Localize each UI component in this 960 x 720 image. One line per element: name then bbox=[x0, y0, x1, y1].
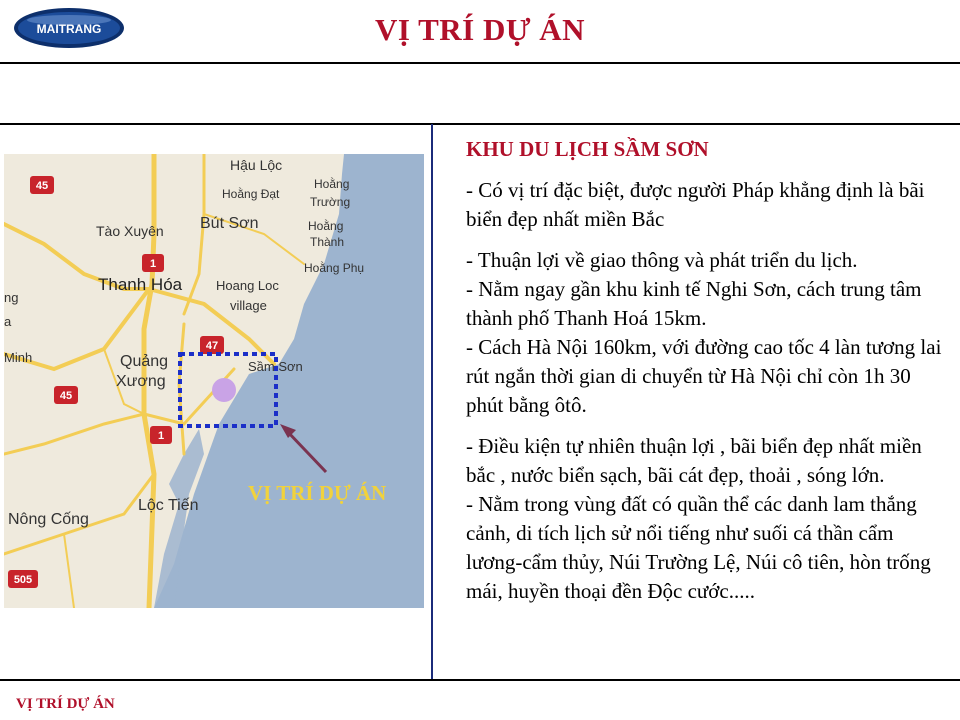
place-label: Tào Xuyên bbox=[96, 223, 164, 239]
content-paragraph: - Điều kiện tự nhiên thuận lợi , bãi biển đẹp nhất miền bắc , nước biển sạch, bãi cát đẹp, thoải , sóng lớn. bbox=[466, 434, 922, 487]
road-shield: 45 bbox=[35, 180, 49, 192]
footer-label: VỊ TRÍ DỰ ÁN bbox=[16, 696, 115, 712]
place-label: Nông Cống bbox=[8, 511, 89, 528]
place-label: Hoằng bbox=[308, 219, 344, 233]
project-marker bbox=[212, 378, 236, 402]
content-panel bbox=[466, 136, 946, 606]
place-label: village bbox=[230, 298, 267, 313]
road-shield: 1 bbox=[157, 430, 165, 442]
footer-divider bbox=[0, 679, 960, 681]
map-marker-label: VỊ TRÍ DỰ ÁN bbox=[248, 481, 387, 505]
place-label: Quảng bbox=[120, 353, 169, 370]
place-label: Hoang Loc bbox=[216, 278, 279, 293]
place-label: Minh bbox=[4, 350, 33, 365]
logo-text: MAITRANG bbox=[36, 22, 102, 36]
header-divider bbox=[0, 62, 960, 64]
content-paragraph: - Thuận lợi về giao thông và phát triển du lịch. bbox=[466, 248, 858, 272]
content-paragraph: - Cách Hà Nội 160km, với đường cao tốc 4 làn tương lai rút ngắn thời gian di chuyển từ Hà Nội chỉ còn 1h 30 phút bằng ôtô. bbox=[466, 335, 942, 417]
place-label: Hoằng Đạt bbox=[222, 187, 280, 201]
place-label: Bút Sơn bbox=[200, 215, 259, 232]
place-label: Thành bbox=[310, 235, 345, 249]
place-label: Hoằng bbox=[314, 177, 350, 191]
section-heading: KHU DU LỊCH SẦM SƠN bbox=[466, 137, 709, 161]
content-paragraph: - Nằm trong vùng đất có quần thể các danh lam thắng cảnh, di tích lịch sử nổi tiếng như suối cá thần cẩm lương-cẩm thủy, Núi Trường Lệ, Núi cô tiên, hòn trống mái, huyền thoại đền Độc cước..... bbox=[466, 492, 931, 603]
column-divider bbox=[431, 124, 433, 680]
road-shield: 505 bbox=[13, 574, 33, 586]
place-label: Xương bbox=[116, 373, 166, 390]
place-label: Hậu Lộc bbox=[230, 157, 283, 173]
road-shield: 1 bbox=[149, 258, 157, 270]
place-label: Trường bbox=[310, 195, 351, 209]
place-label: Sầm Sơn bbox=[248, 359, 303, 374]
content-paragraph: - Có vị trí đặc biệt, được người Pháp khẳng định là bãi biển đẹp nhất miền Bắc bbox=[466, 178, 925, 231]
place-label: a bbox=[4, 314, 12, 329]
road-shield: 45 bbox=[59, 390, 73, 402]
content-paragraph: - Nằm ngay gần khu kinh tế Nghi Sơn, cách trung tâm thành phố Thanh Hoá 15km. bbox=[466, 277, 922, 330]
place-label: Thanh Hóa bbox=[98, 275, 183, 294]
road-shield: 47 bbox=[205, 340, 219, 352]
place-label: ng bbox=[4, 290, 19, 305]
place-label: Lộc Tiến bbox=[138, 497, 199, 514]
content-top-divider bbox=[0, 123, 960, 125]
place-label: Hoằng Phụ bbox=[304, 261, 365, 275]
page-title: VỊ TRÍ DỰ ÁN bbox=[374, 12, 586, 47]
location-map bbox=[4, 154, 424, 608]
